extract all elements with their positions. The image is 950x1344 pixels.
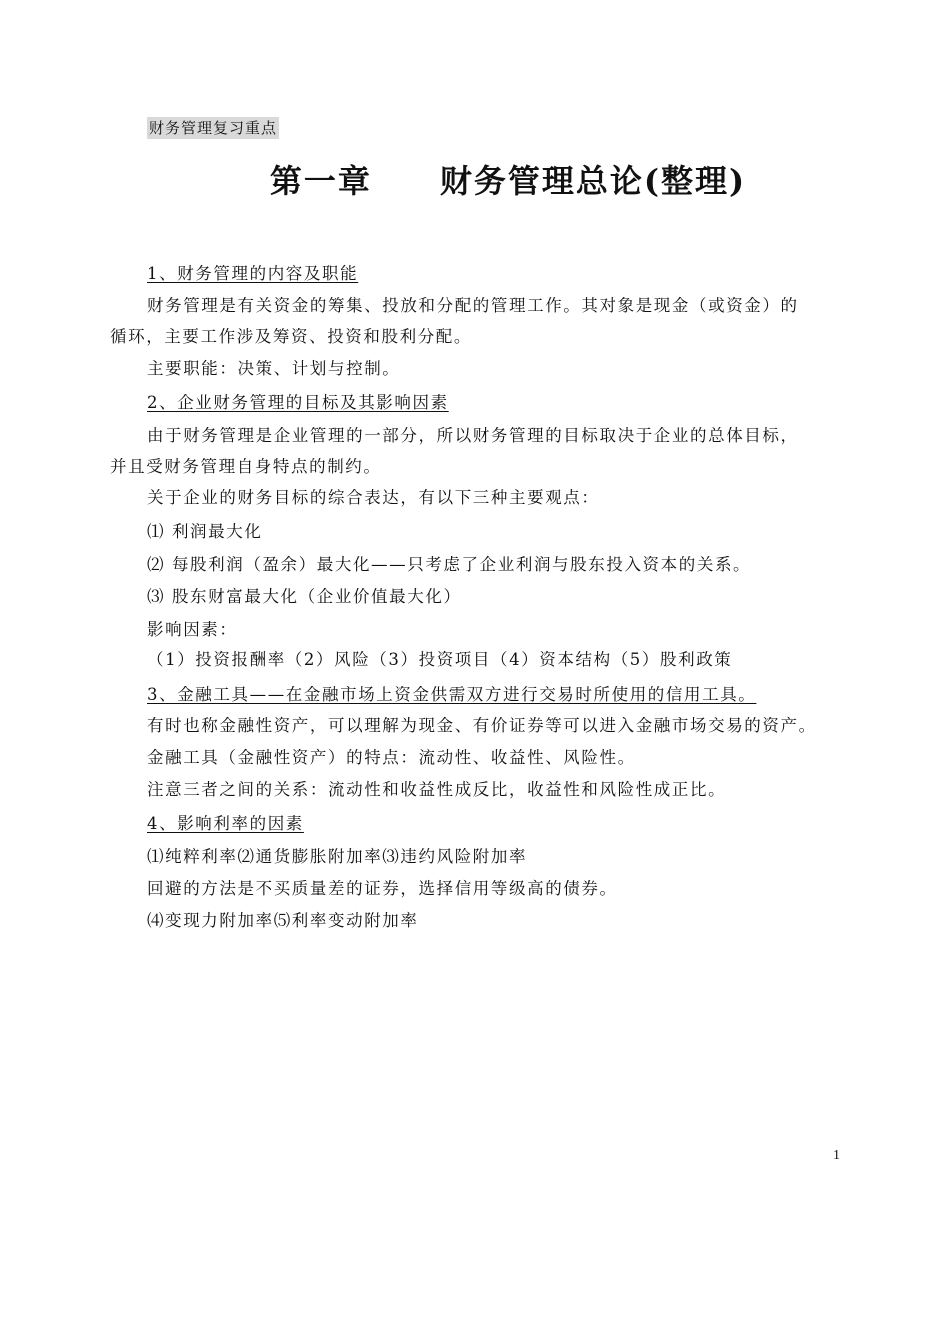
section-4-paragraph-1: ⑴纯粹利率⑵通货膨胀附加率⑶违约风险附加率 bbox=[147, 847, 528, 866]
section-2-paragraph-line-1: 由于财务管理是企业管理的一部分，所以财务管理的目标取决于企业的总体目标， bbox=[147, 426, 799, 445]
factors-list: （1）投资报酬率（2）风险（3）投资项目（4）资本结构（5）股利政策 bbox=[147, 650, 733, 669]
header-note: 财务管理复习重点 bbox=[149, 119, 278, 137]
list-item: ⑴ 利润最大化 bbox=[147, 522, 263, 541]
section-4-paragraph-2: 回避的方法是不买质量差的证券，选择信用等级高的债券。 bbox=[147, 879, 618, 898]
chapter-title: 第一章 财务管理总论(整理) bbox=[269, 162, 747, 200]
section-4-paragraph-3: ⑷变现力附加率⑸利率变动附加率 bbox=[147, 911, 419, 930]
section-3-paragraph-2: 金融工具（金融性资产）的特点：流动性、收益性、风险性。 bbox=[147, 748, 636, 767]
section-2-heading: 2、企业财务管理的目标及其影响因素 bbox=[147, 393, 449, 412]
section-4-heading: 4、影响利率的因素 bbox=[147, 814, 304, 833]
section-2-paragraph-line-2: 并且受财务管理自身特点的制约。 bbox=[110, 457, 382, 476]
section-3-heading: 3、金融工具——在金融市场上资金供需双方进行交易时所使用的信用工具。 bbox=[147, 685, 757, 704]
list-item: ⑵ 每股利润（盈余）最大化——只考虑了企业利润与股东投入资本的关系。 bbox=[147, 555, 752, 574]
section-3-paragraph-3: 注意三者之间的关系：流动性和收益性成反比，收益性和风险性成正比。 bbox=[147, 780, 727, 799]
page-number: 1 bbox=[833, 1148, 840, 1163]
section-3-paragraph-1: 有时也称金融性资产，可以理解为现金、有价证券等可以进入金融市场交易的资产。 bbox=[147, 716, 817, 735]
list-item: ⑶ 股东财富最大化（企业价值最大化） bbox=[147, 587, 462, 606]
section-1-paragraph-line-1: 财务管理是有关资金的筹集、投放和分配的管理工作。其对象是现金（或资金）的 bbox=[147, 296, 799, 315]
factors-label: 影响因素： bbox=[147, 620, 238, 639]
section-1-heading: 1、财务管理的内容及职能 bbox=[147, 264, 359, 283]
section-1-functions: 主要职能：决策、计划与控制。 bbox=[147, 359, 401, 378]
section-1-paragraph-line-2: 循环，主要工作涉及筹资、投资和股利分配。 bbox=[110, 327, 472, 346]
section-2-views-intro: 关于企业的财务目标的综合表达，有以下三种主要观点： bbox=[147, 488, 600, 507]
